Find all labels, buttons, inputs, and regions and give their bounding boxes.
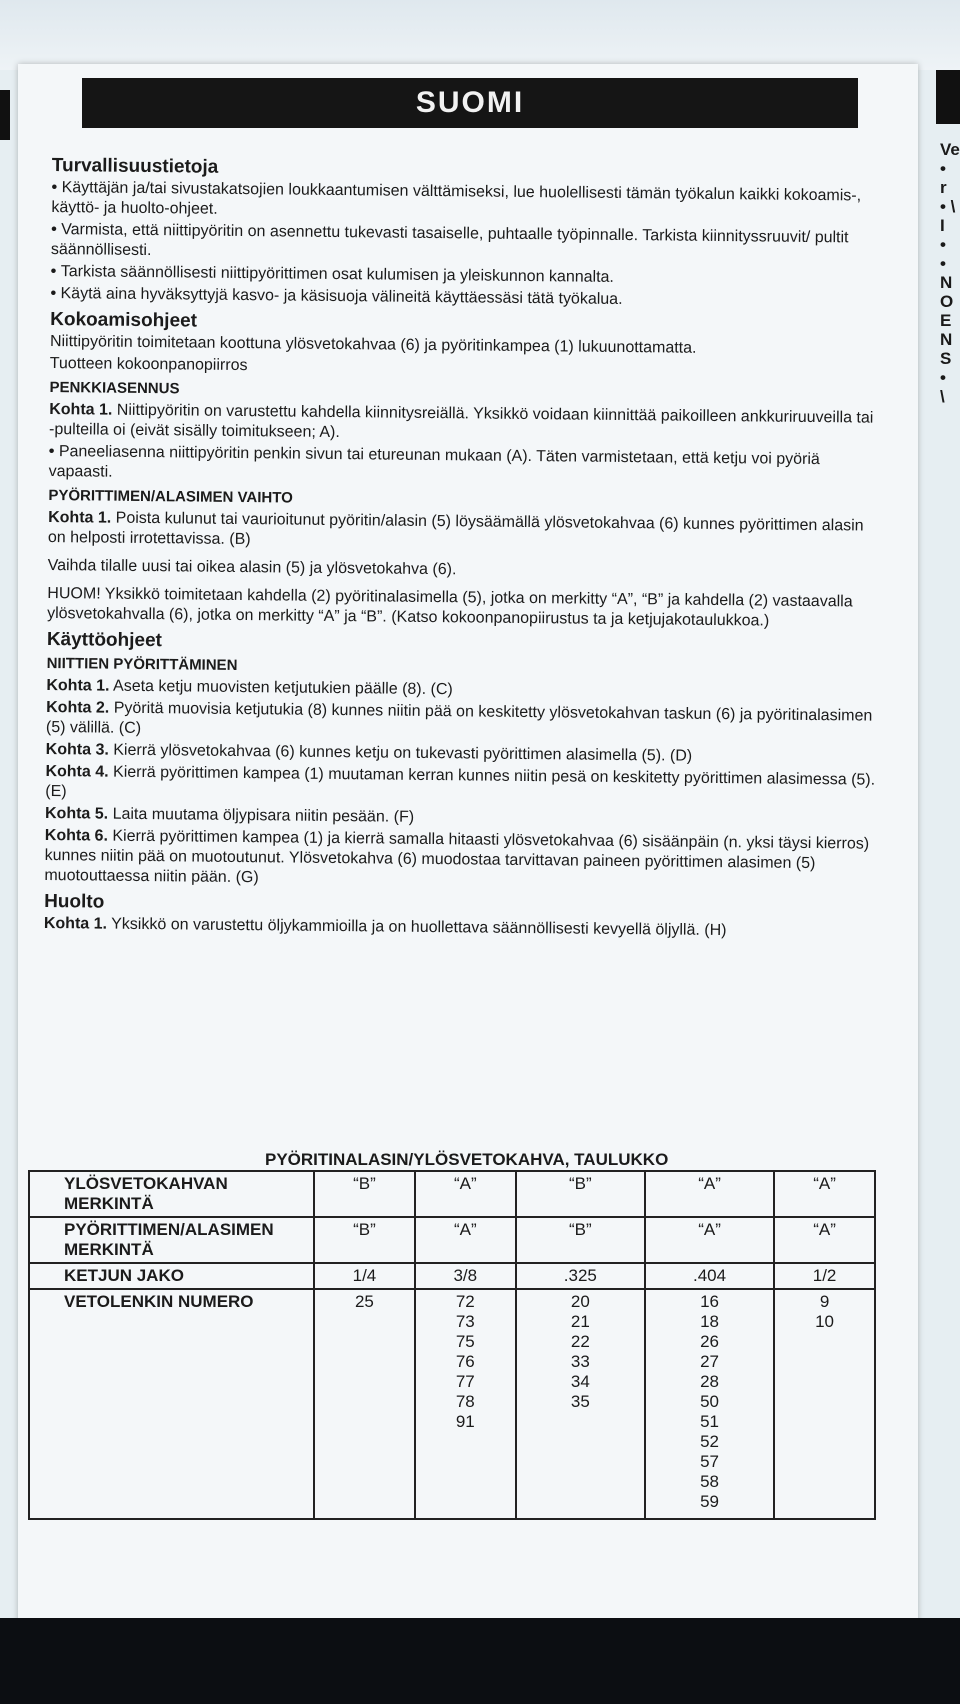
table-cell: “A” [774, 1217, 875, 1263]
link-number-cell [516, 1289, 645, 1519]
link-number: 91 [455, 1412, 475, 1431]
background-bottom [0, 1618, 960, 1704]
safety-item: • Varmista, että niittipyöritin on asennettu tukevasti tasaiselle, puhtaalle työpinnalle. Tarkista kiinnityssruuvit/ pultit säännöllisesti. [51, 220, 881, 269]
step-label: Kohta 2. [46, 698, 110, 717]
link-number-cell [774, 1289, 875, 1519]
link-number: 34 [570, 1372, 590, 1391]
row-label: YLÖSVETOKAHVAN MERKINTÄ [29, 1171, 314, 1217]
fragment-text: r [940, 178, 947, 197]
link-number: 75 [455, 1332, 475, 1351]
usage-step [44, 826, 875, 895]
link-number: 76 [455, 1352, 475, 1371]
step-label: Kohta 4. [45, 762, 109, 781]
fragment-text: • \ [940, 197, 956, 216]
step-text: Kierrä pyörittimen kampea (1) muutaman kerran kunnes niitin pesä on keskitetty pyörittimen alasimessa (5). (E) [45, 763, 876, 801]
table-cell: 1/4 [314, 1263, 415, 1289]
link-number: 16 [700, 1292, 719, 1311]
fragment-text: O [940, 292, 954, 311]
table-cell: .404 [645, 1263, 774, 1289]
table-title: PYÖRITINALASIN/YLÖSVETOKAHVA, TAULUKKO [265, 1150, 669, 1169]
bench-bullet: • Paneeliasenna niittipyöritin penkin sivun tai etureunan mukaan (A). Täten varmistetaan, että ketju voi pyöriä vapaasti. [49, 442, 879, 491]
link-number: 52 [700, 1432, 719, 1451]
table-row [29, 1171, 875, 1217]
link-number: 20 [570, 1292, 590, 1311]
table-cell: “A” [645, 1217, 774, 1263]
right-page-text-fragment [940, 140, 960, 406]
bench-step [49, 400, 879, 449]
step-label: Kohta 1. [48, 508, 112, 527]
step-text: Kierrä pyörittimen kampea (1) ja kierrä samalla hitaasti ylösvetokahvaa (6) sisäänpäin (n. yksi täysi kierros) kunnes niitin pää on muotoutunut. Ylösvetokahva (6) muodostaa tarvittavan paineen pyörittimen alasimen (5) muotouttaessa niitin pään. (G) [44, 827, 870, 887]
step-label: Kohta 6. [44, 826, 109, 845]
fragment-text: • [940, 368, 946, 387]
link-number: 18 [700, 1312, 719, 1331]
step-text: Laita muutama öljypisara niitin pesään. (F) [112, 805, 415, 826]
link-number-cell [415, 1289, 516, 1519]
usage-step [45, 762, 875, 811]
swap-note: HUOM! Yksikkö toimitetaan kahdella (2) pyöritinalasimella (5), jotka on merkitty “A”, “B” ja kahdella (2) vastaavalla ylösvetokahvalla (6), jotka on merkitty “A” ja “B”. (Katso kokoonpanopiirustus ta ja ketjujakotaulukkoa.) [47, 584, 853, 630]
step-text: Poista kulunut tai vaurioitunut pyöritin/alasin (5) löysäämällä ylösvetokahvaa (6) kunnes pyörittimen alasin on helposti irrotettavissa. (B) [47, 509, 864, 549]
assembly-heading: Kokoamisohjeet [50, 308, 198, 332]
link-number: 33 [570, 1352, 590, 1371]
safety-item: • Käytä aina hyväksyttyjä kasvo- ja käsisuoja välineitä käyttäessäsi tätä työkalua. [50, 284, 880, 313]
table-cell: “A” [774, 1171, 875, 1217]
link-number: 72 [455, 1292, 475, 1311]
link-number-cell [314, 1289, 415, 1519]
table-row [29, 1217, 875, 1263]
link-number: 78 [455, 1392, 475, 1411]
background-top [0, 0, 960, 70]
table-cell: “A” [415, 1171, 516, 1217]
safety-item: • Tarkista säännöllisesti niittipyörittimen osat kulumisen ja yleiskunnon kannalta. [51, 262, 881, 291]
table-cell: “A” [645, 1171, 774, 1217]
link-number-cell [645, 1289, 774, 1519]
table-cell: “B” [516, 1217, 645, 1263]
link-number: 21 [570, 1312, 590, 1331]
maintenance-heading: Huolto [44, 890, 105, 913]
table-row [29, 1263, 875, 1289]
link-number: 35 [570, 1392, 590, 1411]
link-number: 25 [354, 1292, 374, 1311]
table-cell: “B” [314, 1217, 415, 1263]
fragment-text: S [940, 349, 952, 368]
right-page-header-fragment [936, 70, 960, 124]
step-label: Kohta 5. [44, 804, 109, 823]
usage-steps [44, 676, 876, 895]
fragment-text: • [940, 159, 946, 178]
step-label: Kohta 1. [43, 914, 108, 933]
link-number: 10 [815, 1312, 835, 1331]
fragment-text: \ [940, 387, 945, 406]
step-label: Kohta 1. [49, 400, 113, 419]
row-label: KETJUN JAKO [29, 1263, 314, 1289]
safety-item: • Käyttäjän ja/tai sivustakatsojien loukkaantumisen välttämiseksi, lue huolellisesti tämän työkalun kaikki kokoamis-, käyttö- ja huolto-ohjeet. [51, 178, 881, 227]
table-cell: “A” [415, 1217, 516, 1263]
safety-heading: Turvallisuustietoja [51, 154, 219, 178]
table-cell: 3/8 [415, 1263, 516, 1289]
link-number: 27 [700, 1352, 719, 1371]
table-cell: 1/2 [774, 1263, 875, 1289]
table-cell: “B” [516, 1171, 645, 1217]
anvil-table [28, 1170, 876, 1520]
left-page-edge [0, 90, 10, 140]
instructions-body [44, 150, 882, 945]
link-number: 22 [570, 1332, 590, 1351]
assembly-intro: Niittipyöritin toimitetaan koottuna ylösvetokahvaa (6) ja pyöritinkampea (1) lukuunottamatta. [49, 332, 697, 357]
fragment-text: N [940, 273, 953, 292]
fragment-text: • [940, 235, 946, 254]
step-text: Pyöritä muovisia ketjutukia (8) kunnes niitin pää on keskitetty ylösvetokahvan taskun (6) ja pyöritinalasimen (5) välillä. (C) [45, 699, 873, 737]
bench-mount-heading: PENKKIASENNUS [49, 378, 180, 398]
language-header: SUOMI [82, 78, 858, 128]
row-label: VETOLENKIN NUMERO [29, 1289, 314, 1519]
fragment-text: N [940, 330, 953, 349]
swap-step [48, 508, 878, 557]
link-number: 28 [700, 1372, 719, 1391]
link-number: 77 [455, 1372, 475, 1391]
link-number: 57 [700, 1452, 719, 1471]
usage-heading: Käyttöohjeet [46, 628, 163, 652]
assembly-drawing-note: Tuotteen kokoonpanopiirros [49, 354, 248, 375]
table-cell: .325 [516, 1263, 645, 1289]
step-text: Aseta ketju muovisten ketjutukien päälle (8). (C) [112, 677, 453, 699]
fragment-text: • [940, 254, 946, 273]
step-label: Kohta 1. [46, 676, 110, 695]
step-text: Kierrä ylösvetokahvaa (6) kunnes ketju on tukevasti pyörittimen alasimella (5). (D) [113, 741, 693, 765]
fragment-text: I [940, 216, 945, 235]
link-number: 9 [819, 1292, 830, 1311]
link-number: 50 [700, 1392, 719, 1411]
step-text: Niittipyöritin on varustettu kahdella kiinnitysreiällä. Yksikkö voidaan kiinnittää paikoilleen ankkuriruuveilla tai -pulteilla oi (eivät sisälly toimitukseen; A). [48, 401, 874, 442]
link-number: 51 [700, 1412, 719, 1431]
link-number: 73 [455, 1312, 475, 1331]
fragment-text: Ve [940, 140, 960, 159]
usage-step [46, 698, 876, 747]
step-text: Yksikkö on varustettu öljykammioilla ja on huollettava säännöllisesti kevyellä öljyllä. (H) [111, 915, 727, 940]
link-number: 58 [700, 1472, 719, 1491]
table-cell: “B” [314, 1171, 415, 1217]
link-number: 26 [700, 1332, 719, 1351]
table-row [29, 1289, 875, 1519]
row-label: PYÖRITTIMEN/ALASIMEN MERKINTÄ [29, 1217, 314, 1263]
step-label: Kohta 3. [45, 740, 109, 759]
swap-replace: Vaihda tilalle uusi tai oikea alasin (5) ja ylösvetokahva (6). [47, 556, 457, 579]
fragment-text: E [940, 311, 952, 330]
link-number: 59 [700, 1492, 719, 1511]
riveting-heading: NIITTIEN PYÖRITTÄMINEN [46, 654, 238, 674]
anvil-swap-heading: PYÖRITTIMEN/ALASIMEN VAIHTO [48, 486, 293, 507]
